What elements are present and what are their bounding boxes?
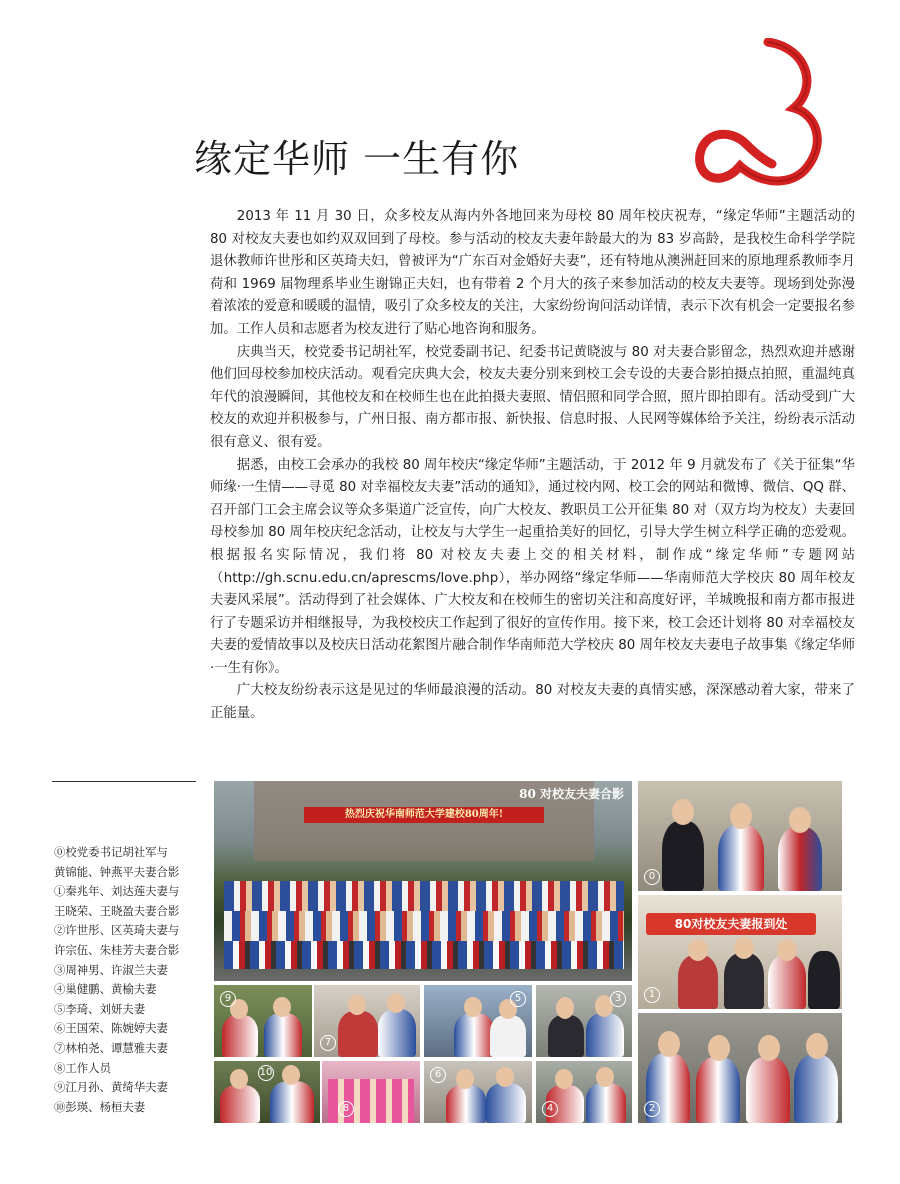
crowd-row xyxy=(224,941,624,969)
person-head xyxy=(806,1033,828,1059)
person-head xyxy=(789,807,811,833)
person-figure xyxy=(808,951,840,1009)
caption-line: 许宗伍、朱桂芳夫妻合影 xyxy=(54,942,180,957)
photo-marker: 3 xyxy=(610,991,626,1007)
person-head xyxy=(348,995,366,1015)
person-head xyxy=(556,997,574,1019)
person-head xyxy=(596,1067,614,1087)
person-head xyxy=(273,997,291,1017)
person-figure xyxy=(270,1081,314,1123)
photo-marker: 1 xyxy=(644,987,660,1003)
photo-4 xyxy=(536,1061,632,1123)
person-figure xyxy=(220,1085,260,1123)
caption-line: ⑩彭瑛、杨桓夫妻 xyxy=(54,1099,146,1114)
photo-6 xyxy=(424,1061,532,1123)
photo-marker: 4 xyxy=(542,1101,558,1117)
person-figure xyxy=(718,825,764,891)
person-figure xyxy=(490,1015,526,1057)
person-figure xyxy=(446,1085,486,1123)
person-figure xyxy=(454,1013,494,1057)
group-photo xyxy=(214,781,632,981)
paragraph-3: 据悉，由校工会承办的我校 80 周年校庆“缘定华师”主题活动，于 2012 年 9 月就发布了《关于征集“华师缘·一生情——寻觅 80 对幸福校友夫妻”活动的通知》，通过校内网、校工会的网站和微博、微信、QQ 群、召开部门工会主席会议等众多渠道广泛宣传，向广大校友、教职员工公开征集 80 对（双方均为校友）夫妻回母校参加 80 周年校庆纪念活动，让校友与大学生一起重拾美好的回忆，引导大学生树立科学正确的恋爱观。根据报名实际情况，我们将 80 对校友夫妻上交的相关材料，制作成“缘定华师”专题网站（http://gh.scnu.edu.cn/aprescms/love.php），举办网络“缘定华师——华南师范大学校庆 80 周年校友夫妻风采展”。活动得到了社会媒体、广大校友和在校师生的密切关注和高度好评，羊城晚报和南方都市报进行了专题采访并相继报导，为我校校庆工作起到了很好的宣传作用。接下来，校工会还计划将 80 对幸福校友夫妻的爱情故事以及校庆日活动花絮图片融合制作华南师范大学校庆 80 周年校友夫妻电子故事集《缘定华师·一生有你》。 xyxy=(210,457,855,676)
photo-marker: 9 xyxy=(220,991,236,1007)
staff-group xyxy=(328,1079,414,1123)
person-head xyxy=(777,939,797,961)
person-figure xyxy=(486,1083,526,1123)
photo-7 xyxy=(314,985,420,1057)
photo-marker: 2 xyxy=(644,1101,660,1117)
photo-marker: 6 xyxy=(430,1067,446,1083)
person-head xyxy=(688,939,708,961)
photo-8 xyxy=(322,1061,420,1123)
person-head xyxy=(734,937,754,959)
booth-sign: 80对校友夫妻报到处 xyxy=(646,913,816,935)
article-body xyxy=(210,206,855,726)
person-figure xyxy=(586,1013,624,1057)
photo-marker: 10 xyxy=(258,1065,274,1081)
paragraph-1: 2013 年 11 月 30 日，众多校友从海内外各地回来为母校 80 周年校庆祝寿，“缘定华师”主题活动的 80 对校友夫妻也如约双双回到了母校。参与活动的校友夫妻年龄最大的为 83 岁高龄，是我校生命科学学院退休教师许世彤和区英琦夫妇，曾被评为“广东百对金婚好夫妻”，还有特地从澳洲赶回来的原地理系教师李月荷和 1969 届物理系毕业生谢锦正夫妇，也有带着 2 个月大的孩子来参加活动的校友夫妻等。现场到处弥漫着浓浓的爱意和暖暖的温情，吸引了众多校友的关注，大家纷纷询问活动详情，表示下次有机会一定要报名参加。工作人员和志愿者为校友进行了贴心地咨询和服务。 xyxy=(210,209,855,337)
caption-line: ⓪校党委书记胡社军与 xyxy=(54,845,168,859)
crowd-row xyxy=(224,881,624,911)
photo-marker: 0 xyxy=(644,869,660,885)
person-head xyxy=(282,1065,300,1085)
page-title: 缘定华师 一生有你 xyxy=(194,137,520,181)
person-head xyxy=(730,803,752,829)
person-figure xyxy=(264,1013,302,1057)
caption-line: ⑨江月孙、黄绮华夫妻 xyxy=(54,1080,168,1095)
crowd-row xyxy=(224,911,624,941)
person-figure xyxy=(696,1057,740,1123)
photo-1 xyxy=(638,895,842,1009)
person-head xyxy=(708,1035,730,1061)
person-head xyxy=(464,997,482,1017)
caption-line: ⑥王国荣、陈婉婷夫妻 xyxy=(54,1021,168,1036)
group-photo-label: 80 对校友夫妻合影 xyxy=(519,787,624,801)
photo-5 xyxy=(424,985,532,1057)
photo-marker: 5 xyxy=(510,991,526,1007)
person-figure xyxy=(586,1083,626,1123)
ribbon-heart-icon xyxy=(690,38,840,198)
person-figure xyxy=(222,1015,258,1057)
person-figure xyxy=(724,953,764,1009)
celebration-banner: 热烈庆祝华南师范大学建校80周年! xyxy=(304,807,544,823)
photo-2 xyxy=(638,1013,842,1123)
caption-divider xyxy=(52,781,196,782)
caption-line: ⑧工作人员 xyxy=(54,1060,111,1075)
paragraph-2: 庆典当天，校党委书记胡社军，校党委副书记、纪委书记黄晓波与 80 对夫妻合影留念，热烈欢迎并感谢他们回母校参加校庆活动。观看完庆典大会，校友夫妻分别来到校工会专设的夫妻合影拍摄点拍照，重温纯真年代的浪漫瞬间，其他校友和在校师生也在此拍摄夫妻照、情侣照和同学合照，照片即拍即有。活动受到广大校友的欢迎并积极参与，广州日报、南方都市报、新快报、信息时报、人民网等媒体给予关注，纷纷表示活动很有意义、很有爱。 xyxy=(210,344,855,450)
caption-line: ①秦兆年、刘达莲夫妻与 xyxy=(54,884,180,899)
person-figure xyxy=(662,821,704,891)
person-head xyxy=(758,1035,780,1061)
caption-line: ③周神男、许淑兰夫妻 xyxy=(54,962,168,977)
person-figure xyxy=(548,1015,584,1057)
photo-marker: 7 xyxy=(320,1035,336,1051)
caption-line: ⑦林柏尧、谭慧雅夫妻 xyxy=(54,1040,168,1055)
person-figure xyxy=(378,1009,416,1057)
person-head xyxy=(555,1069,573,1089)
person-head xyxy=(456,1069,474,1089)
photo-10 xyxy=(214,1061,320,1123)
person-head xyxy=(672,799,694,825)
paragraph-4: 广大校友纷纷表示这是见过的华师最浪漫的活动。80 对校友夫妻的真情实感，深深感动着大家，带来了正能量。 xyxy=(210,683,855,722)
person-head xyxy=(496,1067,514,1087)
person-head xyxy=(230,1069,248,1089)
person-figure xyxy=(338,1011,378,1057)
person-figure xyxy=(768,955,806,1009)
photo-9 xyxy=(214,985,312,1057)
caption-line: 王晓荣、王晓盈夫妻合影 xyxy=(54,903,180,918)
person-head xyxy=(387,993,405,1013)
photo-0 xyxy=(638,781,842,891)
caption-line: ②许世彤、区英琦夫妻与 xyxy=(54,923,180,938)
photo-captions xyxy=(54,843,214,1117)
person-head xyxy=(658,1031,680,1057)
photo-marker: 8 xyxy=(338,1101,354,1117)
caption-line: ⑤李琦、刘妍夫妻 xyxy=(54,1001,146,1016)
person-figure xyxy=(794,1055,838,1123)
person-figure xyxy=(678,955,718,1009)
person-figure xyxy=(746,1057,790,1123)
person-figure xyxy=(778,827,822,891)
caption-line: 黄锦能、钟燕平夫妻合影 xyxy=(54,864,180,879)
caption-line: ④巢健鹏、黄榆夫妻 xyxy=(54,982,157,997)
photo-3 xyxy=(536,985,632,1057)
